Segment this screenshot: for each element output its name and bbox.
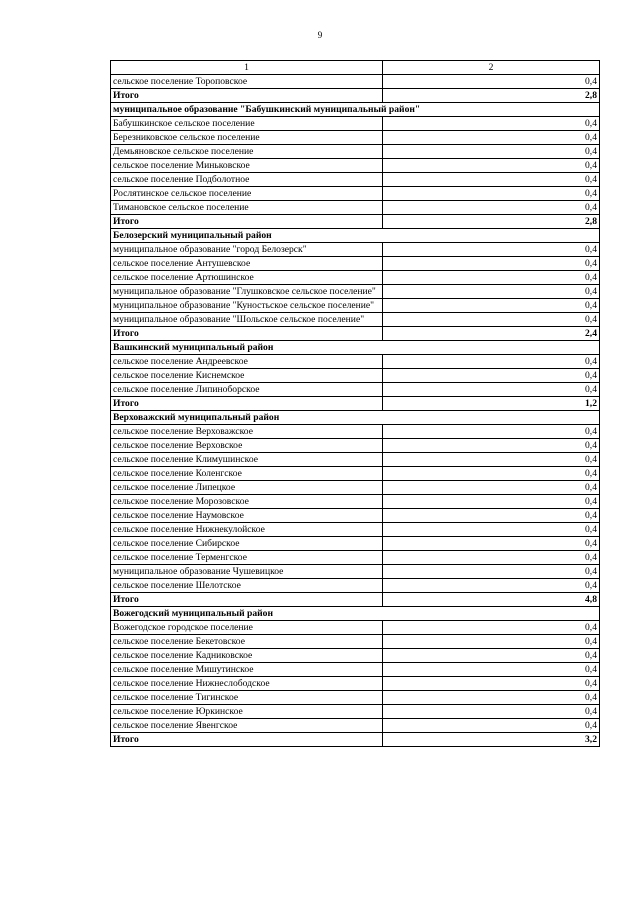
amount-value: 0,4 bbox=[383, 467, 600, 481]
table-row bbox=[111, 201, 600, 215]
total-row bbox=[111, 327, 600, 341]
total-value: 4,8 bbox=[383, 593, 600, 607]
amount-value: 0,4 bbox=[383, 565, 600, 579]
amount-value: 0,4 bbox=[383, 677, 600, 691]
section-title: Верховажский муниципальный район bbox=[111, 411, 600, 425]
table-row bbox=[111, 495, 600, 509]
amount-value: 0,4 bbox=[383, 579, 600, 593]
table-row bbox=[111, 537, 600, 551]
amount-value: 0,4 bbox=[383, 691, 600, 705]
table-row bbox=[111, 117, 600, 131]
amount-value: 0,4 bbox=[383, 271, 600, 285]
section-title: Белозерский муниципальный район bbox=[111, 229, 600, 243]
settlement-name: сельское поселение Климушинское bbox=[111, 453, 383, 467]
table-row bbox=[111, 313, 600, 327]
table-row bbox=[111, 509, 600, 523]
table-row bbox=[111, 663, 600, 677]
table-body bbox=[111, 61, 600, 747]
total-label: Итого bbox=[111, 327, 383, 341]
table-row bbox=[111, 565, 600, 579]
settlement-name: сельское поселение Тигинское bbox=[111, 691, 383, 705]
amount-value: 0,4 bbox=[383, 383, 600, 397]
settlement-name: сельское поселение Верховажское bbox=[111, 425, 383, 439]
total-row bbox=[111, 89, 600, 103]
table-row bbox=[111, 705, 600, 719]
table-row bbox=[111, 243, 600, 257]
amount-value: 0,4 bbox=[383, 285, 600, 299]
amount-value: 0,4 bbox=[383, 257, 600, 271]
table-row bbox=[111, 425, 600, 439]
page-number: 9 bbox=[317, 30, 323, 40]
settlement-name: Тимановское сельское поселение bbox=[111, 201, 383, 215]
table-row bbox=[111, 187, 600, 201]
settlement-name: сельское поселение Липиноборское bbox=[111, 383, 383, 397]
settlement-name: сельское поселение Андреевское bbox=[111, 355, 383, 369]
settlement-name: Демьяновское сельское поселение bbox=[111, 145, 383, 159]
amount-value: 0,4 bbox=[383, 355, 600, 369]
table-row bbox=[111, 299, 600, 313]
table-row bbox=[111, 677, 600, 691]
table-row bbox=[111, 257, 600, 271]
settlement-name: сельское поселение Верховское bbox=[111, 439, 383, 453]
settlement-name: муниципальное образование "Шольское сельское поселение" bbox=[111, 313, 383, 327]
settlement-name: муниципальное образование "город Белозерск" bbox=[111, 243, 383, 257]
settlement-name: Березниковское сельское поселение bbox=[111, 131, 383, 145]
table-row bbox=[111, 131, 600, 145]
section-header-row bbox=[111, 411, 600, 425]
settlement-name: муниципальное образование "Глушковское сельское поселение" bbox=[111, 285, 383, 299]
amount-value: 0,4 bbox=[383, 201, 600, 215]
settlement-name: сельское поселение Явенгское bbox=[111, 719, 383, 733]
settlement-name: сельское поселение Терменгское bbox=[111, 551, 383, 565]
table-row bbox=[111, 453, 600, 467]
amount-value: 0,4 bbox=[383, 299, 600, 313]
settlement-name: сельское поселение Миньковское bbox=[111, 159, 383, 173]
settlement-name: Бабушкинское сельское поселение bbox=[111, 117, 383, 131]
table-row bbox=[111, 159, 600, 173]
settlement-name: муниципальное образование "Куностьское сельское поселение" bbox=[111, 299, 383, 313]
settlement-name: сельское поселение Юркинское bbox=[111, 705, 383, 719]
amount-value: 0,4 bbox=[383, 481, 600, 495]
settlement-name: сельское поселение Морозовское bbox=[111, 495, 383, 509]
settlement-name: сельское поселение Коленгское bbox=[111, 467, 383, 481]
amount-value: 0,4 bbox=[383, 551, 600, 565]
header-col-2: 2 bbox=[383, 61, 600, 75]
table-row bbox=[111, 271, 600, 285]
amount-value: 0,4 bbox=[383, 117, 600, 131]
amount-value: 0,4 bbox=[383, 145, 600, 159]
amount-value: 0,4 bbox=[383, 621, 600, 635]
amount-value: 0,4 bbox=[383, 635, 600, 649]
table-row bbox=[111, 439, 600, 453]
table-row bbox=[111, 173, 600, 187]
amount-value: 0,4 bbox=[383, 649, 600, 663]
amount-value: 0,4 bbox=[383, 705, 600, 719]
amount-value: 0,4 bbox=[383, 495, 600, 509]
table-row bbox=[111, 621, 600, 635]
table-row bbox=[111, 551, 600, 565]
settlement-name: Рослятинское сельское поселение bbox=[111, 187, 383, 201]
amount-value: 0,4 bbox=[383, 159, 600, 173]
table-row bbox=[111, 635, 600, 649]
header-col-1: 1 bbox=[111, 61, 383, 75]
settlement-name: муниципальное образование Чушевицкое bbox=[111, 565, 383, 579]
settlement-name: сельское поселение Кадниковское bbox=[111, 649, 383, 663]
section-header-row bbox=[111, 229, 600, 243]
table-row bbox=[111, 369, 600, 383]
total-row bbox=[111, 593, 600, 607]
total-label: Итого bbox=[111, 733, 383, 747]
table-header-row bbox=[111, 61, 600, 75]
settlement-name: сельское поселение Нижнеслободское bbox=[111, 677, 383, 691]
total-label: Итого bbox=[111, 397, 383, 411]
table-row bbox=[111, 691, 600, 705]
amount-value: 0,4 bbox=[383, 187, 600, 201]
settlement-name: сельское поселение Подболотное bbox=[111, 173, 383, 187]
table-row bbox=[111, 467, 600, 481]
amount-value: 0,4 bbox=[383, 523, 600, 537]
section-title: муниципальное образование "Бабушкинский муниципальный район" bbox=[111, 103, 600, 117]
total-row bbox=[111, 733, 600, 747]
settlement-name: сельское поселение Мишутинское bbox=[111, 663, 383, 677]
section-header-row bbox=[111, 341, 600, 355]
total-value: 2,8 bbox=[383, 89, 600, 103]
table-row bbox=[111, 481, 600, 495]
total-label: Итого bbox=[111, 89, 383, 103]
amount-value: 0,4 bbox=[383, 243, 600, 257]
amount-value: 0,4 bbox=[383, 719, 600, 733]
amount-value: 0,4 bbox=[383, 131, 600, 145]
settlement-name: сельское поселение Наумовское bbox=[111, 509, 383, 523]
table-row bbox=[111, 383, 600, 397]
total-value: 1,2 bbox=[383, 397, 600, 411]
settlement-name: сельское поселение Тороповское bbox=[111, 75, 383, 89]
total-value: 2,8 bbox=[383, 215, 600, 229]
table-row bbox=[111, 355, 600, 369]
settlement-name: сельское поселение Сибирское bbox=[111, 537, 383, 551]
amount-value: 0,4 bbox=[383, 75, 600, 89]
amount-value: 0,4 bbox=[383, 537, 600, 551]
settlement-name: сельское поселение Шелотское bbox=[111, 579, 383, 593]
total-value: 3,2 bbox=[383, 733, 600, 747]
section-title: Вожегодский муниципальный район bbox=[111, 607, 600, 621]
table-row bbox=[111, 75, 600, 89]
amount-value: 0,4 bbox=[383, 173, 600, 187]
settlement-name: сельское поселение Киснемское bbox=[111, 369, 383, 383]
amount-value: 0,4 bbox=[383, 425, 600, 439]
total-row bbox=[111, 397, 600, 411]
amount-value: 0,4 bbox=[383, 369, 600, 383]
amount-value: 0,4 bbox=[383, 663, 600, 677]
table-row bbox=[111, 285, 600, 299]
settlement-name: сельское поселение Липецкое bbox=[111, 481, 383, 495]
settlement-name: Вожегодское городское поселение bbox=[111, 621, 383, 635]
table-row bbox=[111, 649, 600, 663]
table-row bbox=[111, 719, 600, 733]
amount-value: 0,4 bbox=[383, 313, 600, 327]
total-label: Итого bbox=[111, 593, 383, 607]
section-title: Вашкинский муниципальный район bbox=[111, 341, 600, 355]
table-row bbox=[111, 579, 600, 593]
amount-value: 0,4 bbox=[383, 453, 600, 467]
settlement-name: сельское поселение Антушевское bbox=[111, 257, 383, 271]
settlement-name: сельское поселение Артюшинское bbox=[111, 271, 383, 285]
total-row bbox=[111, 215, 600, 229]
total-value: 2,4 bbox=[383, 327, 600, 341]
allocation-table bbox=[110, 60, 600, 747]
settlement-name: сельское поселение Нижнекулойское bbox=[111, 523, 383, 537]
amount-value: 0,4 bbox=[383, 509, 600, 523]
amount-value: 0,4 bbox=[383, 439, 600, 453]
table-row bbox=[111, 145, 600, 159]
section-header-row bbox=[111, 607, 600, 621]
section-header-row bbox=[111, 103, 600, 117]
total-label: Итого bbox=[111, 215, 383, 229]
table-row bbox=[111, 523, 600, 537]
settlement-name: сельское поселение Бекетовское bbox=[111, 635, 383, 649]
